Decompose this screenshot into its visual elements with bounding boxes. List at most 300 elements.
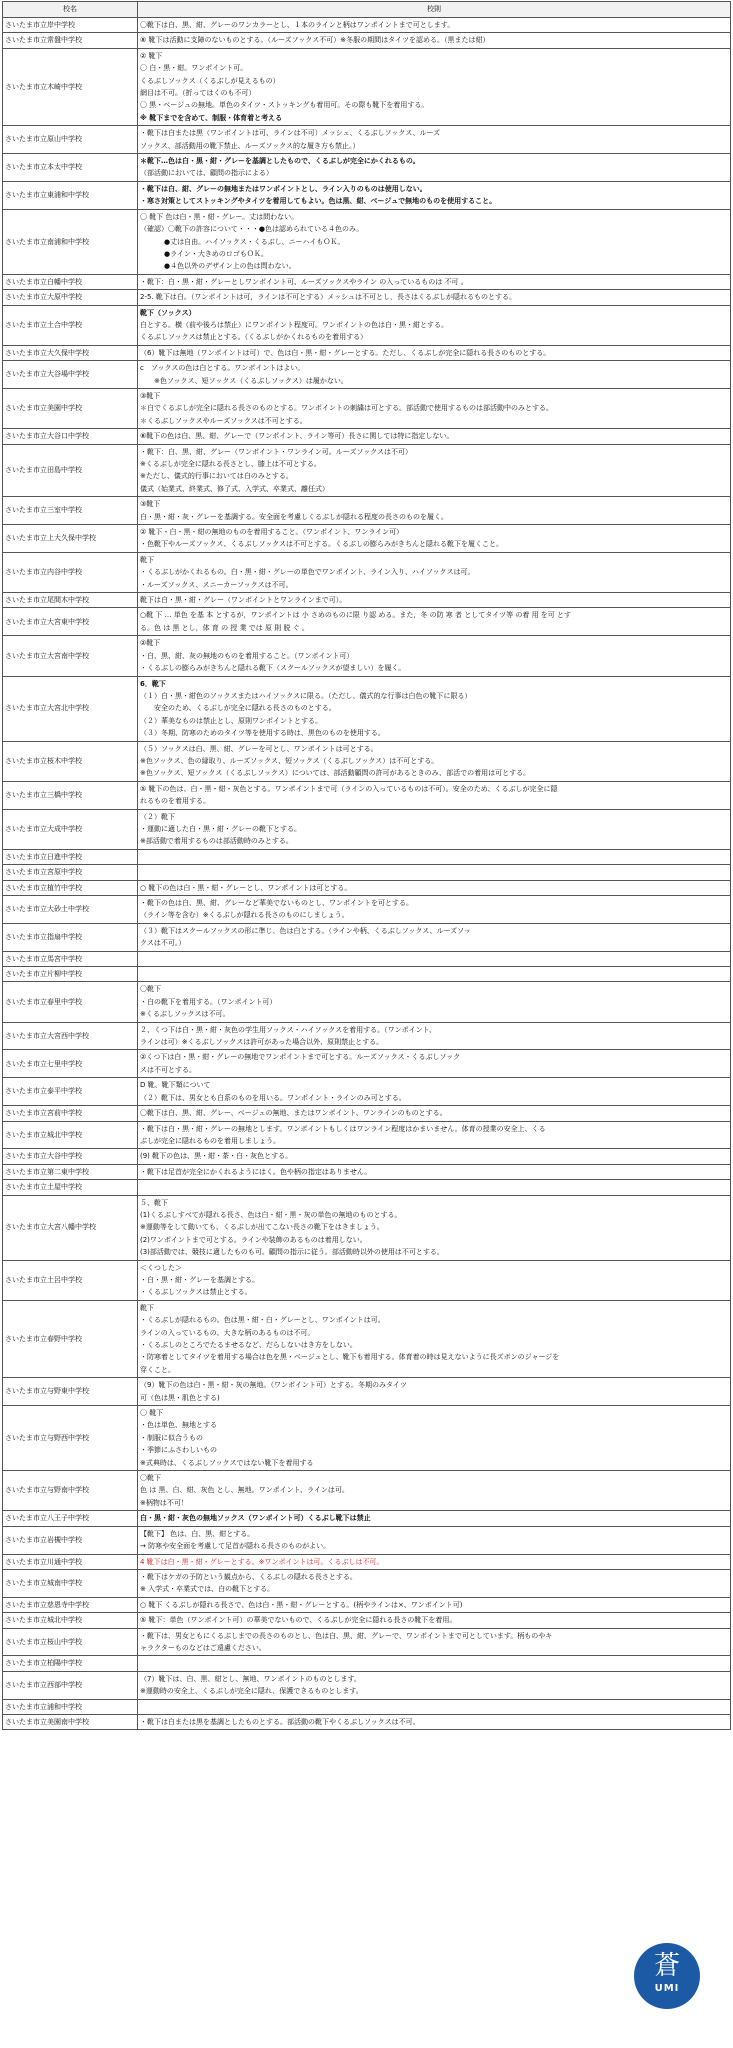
rule-cell	[138, 1149, 731, 1164]
rule-line: （9）靴下の色は白・黒・紺・灰の無地。（ワンポイント可）とする。冬期のみタイツ	[140, 1381, 407, 1390]
rule-cell	[138, 497, 731, 525]
school-name: さいたま市立城南中学校	[3, 1569, 138, 1597]
table-row	[3, 608, 731, 636]
rule-cell	[138, 1406, 731, 1471]
school-name: さいたま市立浦和中学校	[3, 1699, 138, 1714]
school-name: さいたま市立与野東中学校	[3, 1378, 138, 1406]
rule-line: 〇靴下は白、黒、紺、グレーのワンカラーとし、１本のラインと柄はワンポイントまで可とします。	[140, 21, 455, 29]
rule-line: 色 は 黒、白、紺、灰色 とし、無地。ワンポイント、ラインは可。	[140, 1486, 349, 1495]
school-name: さいたま市立城北中学校	[3, 1121, 138, 1149]
table-row	[3, 1300, 731, 1377]
rule-line: （２）靴下	[140, 812, 175, 821]
rule-line: ※ 入学式・卒業式では、白の靴下とする。	[140, 1585, 275, 1594]
school-name: さいたま市立大宮八幡中学校	[3, 1195, 138, 1260]
school-name: さいたま市立白幡中学校	[3, 274, 138, 289]
rule-cell	[138, 1526, 731, 1554]
rule-cell	[138, 676, 731, 741]
rule-cell	[138, 525, 731, 553]
table-row	[3, 880, 731, 895]
rule-line: 靴下	[140, 1303, 154, 1312]
rule-line: c ソックスの色は白とする。ワンポイントはよい。	[140, 364, 305, 373]
rule-line: ラインの入っているもの、大きな柄のあるものは不可。	[140, 1328, 315, 1337]
rule-line: (2)ワンポイントまで可とする。ラインや装飾のあるものは着用しない。	[140, 1235, 367, 1244]
rule-line: 靴下（ソックス）	[140, 308, 196, 317]
table-row	[3, 305, 731, 345]
table-row	[3, 1121, 731, 1149]
school-name: さいたま市立美園中学校	[3, 388, 138, 428]
table-row	[3, 1022, 731, 1050]
table-row	[3, 1511, 731, 1526]
rule-line	[140, 866, 728, 878]
table-row	[3, 1699, 731, 1714]
table-row	[3, 1597, 731, 1612]
rule-line: ＊靴下…色は白・黒・紺・グレーを基調としたもので、くるぶしが完全にかくれるもの。	[140, 157, 420, 166]
rule-line: ・くるぶしの膨らみがきちんと隠れる靴下（スクールソックスが望ましい）を履く。	[140, 664, 406, 673]
table-row	[3, 1078, 731, 1106]
rule-cell	[138, 361, 731, 389]
school-name: さいたま市立内谷中学校	[3, 552, 138, 592]
rule-line: ※くるぶしが完全に隠れる長さとし、膝上は不可とする。	[140, 460, 321, 468]
rule-line	[140, 968, 728, 980]
rule-line: ⑤ 靴下：単色（ワンポイント可）の華美でないもので、くるぶしが完全に隠れる長さの靴下を着用。	[140, 1616, 457, 1625]
school-name: さいたま市立春里中学校	[3, 982, 138, 1022]
table-row	[3, 865, 731, 880]
rule-line: くるぶしソックス（くるぶしが見えるもの）	[140, 76, 280, 85]
school-name: さいたま市立西部中学校	[3, 1671, 138, 1699]
school-name: さいたま市立三橋中学校	[3, 781, 138, 809]
rule-line: ・制服に似合うもの	[140, 1433, 203, 1442]
rule-cell	[138, 154, 731, 182]
rule-cell	[138, 1656, 731, 1671]
school-name: さいたま市立土屋中学校	[3, 1180, 138, 1195]
rule-line: （部活動においては、顧問の指示による）	[140, 169, 273, 178]
rule-line: ⑤ 靴下の色は、白・黒・紺・灰色とする。ワンポイントまで可（ラインの入っているものは不可）。安全のため、くるぶしが完全に隠	[140, 784, 558, 793]
rule-cell	[138, 1714, 731, 1729]
rule-line: 安全のため、くるぶしが完全に隠れる長さのものとする。	[154, 704, 336, 713]
rule-line: ② 靴下・白・黒・紺の無地のものを着用すること。（ワンポイント、ワンライン可）	[140, 528, 404, 537]
rule-cell	[138, 126, 731, 154]
rule-cell	[138, 209, 731, 274]
rule-cell	[138, 1511, 731, 1526]
rule-line	[140, 1701, 728, 1713]
school-name: さいたま市立常盤中学校	[3, 33, 138, 48]
rule-line	[140, 953, 728, 965]
school-name: さいたま市立片柳中学校	[3, 967, 138, 982]
rule-line: ・くるぶしが隠れるもの。色は黒・紺・白・グレーとし、ワンポイントは可。	[140, 1316, 385, 1325]
rule-line: ・白の靴下を着用する。（ワンポイント可）	[140, 997, 277, 1006]
rule-line: ・靴下は白、紺、グレーの無地またはワンポイントとし、ライン入りのものは使用しない。	[140, 184, 427, 193]
rule-cell	[138, 781, 731, 809]
table-row	[3, 345, 731, 360]
table-row	[3, 896, 731, 924]
rule-cell	[138, 388, 731, 428]
school-name: さいたま市立大宮南中学校	[3, 636, 138, 676]
rule-line: 穿くこと。	[140, 1365, 175, 1374]
table-row	[3, 809, 731, 849]
rule-line: ＊白でくるぶしが完全に隠れる長さのものとする。ワンポイントの刺繍は可とする。部活動で使用するものは部活動中のみとする。	[140, 404, 553, 413]
rule-cell	[138, 1260, 731, 1300]
rule-line: ・白・黒・紺・グレーを基調とする。	[140, 1275, 259, 1284]
table-row	[3, 1613, 731, 1628]
rule-line: ●ライン・大きめのロゴもＯＫ。	[164, 249, 268, 258]
rule-cell	[138, 1699, 731, 1714]
rule-line: （３）冬期、防寒のためのタイツ等を使用する時は、黒色のものを使用する。	[140, 729, 385, 738]
rule-cell	[138, 444, 731, 497]
table-row	[3, 1050, 731, 1078]
rule-cell	[138, 865, 731, 880]
rule-line: → 防寒や安全面を考慮して足首が隠れる長さのものがよい。	[140, 1542, 331, 1551]
rule-line: ャラクターものなどはご遠慮ください。	[140, 1643, 266, 1652]
school-name: さいたま市立三室中学校	[3, 497, 138, 525]
school-name: さいたま市立与野南中学校	[3, 1471, 138, 1511]
table-row	[3, 33, 731, 48]
school-name: さいたま市立大谷場中学校	[3, 361, 138, 389]
rule-line: ●４色以外のデザイン上の色は問わない。	[164, 262, 296, 271]
rule-cell	[138, 982, 731, 1022]
school-name: さいたま市立日進中学校	[3, 849, 138, 864]
school-name: さいたま市立大宮北中学校	[3, 676, 138, 741]
rule-line: 〇 靴下 色は白・黒・紺・グレー。丈は問わない。	[140, 212, 299, 221]
school-name: さいたま市立与野西中学校	[3, 1406, 138, 1471]
rule-line: (1)くるぶしすべてが隠れる長さ、色は白・紺・黒・灰の単色の無地のものとする。	[140, 1210, 402, 1219]
rule-cell	[138, 849, 731, 864]
table-row	[3, 781, 731, 809]
table-row	[3, 388, 731, 428]
school-name: さいたま市立東浦和中学校	[3, 181, 138, 209]
rule-line: 〇靴下	[140, 985, 161, 994]
rule-line: ・靴下は、男女ともにくるぶしまでの長さのものとし、色は白、黒、紺、グレーで、ワンポイントまで可としています。柄ものやキ	[140, 1631, 553, 1640]
school-name: さいたま市立岸中学校	[3, 18, 138, 33]
table-row	[3, 1526, 731, 1554]
rule-line: ＊くるぶしソックスやルーズソックスは不可とする。	[140, 416, 307, 425]
rule-line: 白・黒・紺・灰・グレーを基調する。安全面を考慮しくるぶしが隠れる程度の長さのものを履く。	[140, 512, 448, 521]
rule-cell	[138, 896, 731, 924]
school-name: さいたま市立本太中学校	[3, 154, 138, 182]
header-rule: 校則	[138, 2, 731, 18]
rule-line: ソックス、部活動用の靴下禁止、ルーズソックス的な履き方も禁止。）	[140, 141, 360, 150]
table-row	[3, 181, 731, 209]
rule-cell	[138, 1471, 731, 1511]
school-name: さいたま市立柏陽中学校	[3, 1656, 138, 1671]
school-name: さいたま市立桜木中学校	[3, 741, 138, 781]
table-row	[3, 741, 731, 781]
rule-line: ・靴下：白、黒、紺、グレー（ワンポイント・ワンライン可。ルーズソックスは不可）	[140, 447, 413, 456]
rule-cell	[138, 1300, 731, 1377]
school-name: さいたま市立尾間木中学校	[3, 593, 138, 608]
table-row	[3, 1149, 731, 1164]
rule-cell	[138, 951, 731, 966]
table-row	[3, 209, 731, 274]
table-row	[3, 1656, 731, 1671]
rule-cell	[138, 593, 731, 608]
table-row	[3, 1554, 731, 1569]
table-row	[3, 274, 731, 289]
school-name: さいたま市立大宮西中学校	[3, 1022, 138, 1050]
rule-line: （7）靴下は、白、黒、紺とし、無地、ワンポイントのものとします。	[140, 1674, 361, 1683]
umi-logo	[634, 1943, 700, 2009]
rule-line: ※式典時は、くるぶしソックスではない靴下を着用する	[140, 1458, 314, 1467]
school-name: さいたま市立大原中学校	[3, 290, 138, 305]
rule-line: ぶしが完全に隠れるものを着用しましょう。	[140, 1136, 280, 1145]
rule-cell	[138, 33, 731, 48]
rule-line: ※部活動で着用するものは部活動時のみとする。	[140, 837, 293, 846]
table-body	[3, 18, 731, 1730]
school-name: さいたま市立桜山中学校	[3, 1628, 138, 1656]
rule-line: ②くつ下は白・黒・紺・グレーの無地でワンポイントまで可とする。ルーズソックス・くるぶしソック	[140, 1053, 461, 1062]
rule-line: ⑧ 靴下は活動に支障のないものとする。（ルーズソックス不可）※冬服の期間はタイツを認める。（黒または紺）	[140, 36, 490, 45]
school-name: さいたま市立八王子中学校	[3, 1511, 138, 1526]
school-name: さいたま市立泰平中学校	[3, 1078, 138, 1106]
rule-line: ※色ソックス、短ソックス（くるぶしソックス）については、部活動顧問の許可があるときのみ、部活での着用は可とする。	[140, 769, 531, 778]
table-row	[3, 1164, 731, 1179]
table-row	[3, 676, 731, 741]
rule-cell	[138, 636, 731, 676]
table-row	[3, 126, 731, 154]
table-row	[3, 1406, 731, 1471]
rule-cell	[138, 741, 731, 781]
rule-cell	[138, 1050, 731, 1078]
rule-line: ※ただし、儀式的行事においては白のみとする。	[140, 472, 293, 481]
rule-line: ５、靴下	[140, 1198, 168, 1207]
rule-line: スは不可とする。	[140, 1065, 196, 1074]
rule-line: ・季節にふさわしいもの	[140, 1446, 217, 1455]
table-row	[3, 361, 731, 389]
rule-line: くるぶしソックスは禁止とする。（くるぶしがかくれるものを着用する）	[140, 333, 368, 342]
rule-line: （１）白・黒・紺色のソックスまたはハイソックスに限る。（ただし、儀式的な行事は白色の靴下に限る）	[140, 691, 472, 700]
table-row	[3, 636, 731, 676]
rule-line: ○靴 下 … 単色 を基 本 とするが，ワンポイントは 小 さめのものに限 り認 める。また，冬 の防 寒 者 としてタイツ等 の着 用 を可 とす	[140, 611, 572, 620]
rule-line: (3)部活動では、競技に適したものも可。顧問の指示に従う。部活動時以外の使用は不可とする。	[140, 1248, 444, 1257]
rule-cell	[138, 1597, 731, 1612]
rule-line: 6．靴下	[140, 679, 166, 688]
rule-cell	[138, 967, 731, 982]
rule-line: ラインは可）※くるぶしソックスは許可があった場合以外、原則禁止とする。	[140, 1038, 384, 1047]
rule-line: 【靴下】 色は、白、黒、紺とする。	[140, 1529, 255, 1538]
rule-line: ※柄物は不可！	[140, 1498, 188, 1507]
rule-line: (9) 靴下の色は、黒・紺・茶・白・灰色とする。	[140, 1152, 293, 1161]
rule-line: ・靴下はケガの予防という観点から、くるぶしの隠れる長さとする。	[140, 1572, 357, 1581]
rule-line: ・運動に適した白・黒・紺・グレーの靴下とする。	[140, 824, 301, 833]
school-name: さいたま市立大谷口中学校	[3, 429, 138, 444]
school-name: さいたま市立馬宮中学校	[3, 951, 138, 966]
rule-line	[140, 851, 728, 863]
table-row	[3, 18, 731, 33]
table-row	[3, 1260, 731, 1300]
rule-line: ②靴下	[140, 639, 161, 648]
logo-kanji: 蒼	[653, 1951, 680, 1981]
school-name: さいたま市立宮原中学校	[3, 865, 138, 880]
rule-cell	[138, 608, 731, 636]
rule-line: （6）靴下は無地（ワンポイントは可）で、色は白・黒・紺・グレーとする。ただし、くるぶしが完全に隠れる長さのものとする。	[140, 348, 551, 357]
rule-line: ・くるぶしがかくれるもの。白・黒・紺・グレーの単色でワンポイント、ライン入り、ハイソックスは可。	[140, 568, 475, 577]
rule-line: ※色ソックス、色の縁取り、ルーズソックス、短ソックス（くるぶしソックス）は不可とする。	[140, 756, 439, 765]
table-row	[3, 290, 731, 305]
rule-line: ※色ソックス、短ソックス（くるぶしソックス）は履かない。	[154, 376, 348, 385]
rule-line: ・防寒着としてタイツを着用する場合は色を黒・ベージュとし、靴下も着用する。体育着の時は見えないように長ズボンのジャージを	[140, 1353, 560, 1362]
school-name: さいたま市立原山中学校	[3, 126, 138, 154]
rule-line: ・くるぶしのところでたるませるなど、だらしないはき方をしない。	[140, 1341, 357, 1349]
school-name: さいたま市立宮前中学校	[3, 1106, 138, 1121]
school-name: さいたま市立大成中学校	[3, 809, 138, 849]
rule-line: ② 靴下	[140, 51, 163, 60]
rule-cell	[138, 1569, 731, 1597]
school-name: さいたま市立大宮東中学校	[3, 608, 138, 636]
rule-cell	[138, 181, 731, 209]
school-name: さいたま市立美園南中学校	[3, 1714, 138, 1729]
school-name: さいたま市立第二東中学校	[3, 1164, 138, 1179]
school-name: さいたま市立大谷中学校	[3, 1149, 138, 1164]
rule-cell	[138, 552, 731, 592]
rule-line: ③靴下	[140, 500, 161, 509]
table-row	[3, 1471, 731, 1511]
rule-line: 2-5. 靴下は白。（ワンポイントは可，ラインは不可とする）メッシュは不可とし，長さはくるぶしが隠れるものとする。	[140, 293, 517, 302]
rule-line: 可（色は黒・肌色とする)	[140, 1393, 220, 1402]
school-name: さいたま市立七里中学校	[3, 1050, 138, 1078]
rule-line: （ライン等を含む）※くるぶしが隠れる長さのものにしましょう。	[140, 911, 349, 920]
rule-cell	[138, 809, 731, 849]
rule-cell	[138, 1613, 731, 1628]
rule-line: ※くるぶしソックスは不可。	[140, 1010, 230, 1019]
table-row	[3, 1671, 731, 1699]
school-name: さいたま市立慈恩寺中学校	[3, 1597, 138, 1612]
rule-line: ※ 靴下までを含めて、制服・体育着と考える	[140, 113, 283, 122]
table-row	[3, 1180, 731, 1195]
rule-cell	[138, 1106, 731, 1121]
rule-line: る。色 は 黒 とし，体 育 の 授 業 では 原 則 脱 ぐ 。	[140, 623, 309, 632]
rule-line: ●丈は自由。ハイソックス・くるぶし、ニーハイもＯＫ。	[164, 237, 345, 246]
rule-cell	[138, 305, 731, 345]
rule-cell	[138, 274, 731, 289]
school-name: さいたま市立田島中学校	[3, 444, 138, 497]
rule-line: 〇 黒・ベージュの無地。単色のタイツ・ストッキングも着用可。その際も靴下を着用する。	[140, 101, 429, 110]
rule-line: ・白、黒、紺、灰の無地のものを着用すること。（ワンポイント可）	[140, 651, 354, 660]
rule-line: ※運動時の安全上、くるぶしが完全に隠れ、保護できるものとします。	[140, 1687, 363, 1696]
table-row	[3, 154, 731, 182]
rule-line: ※運動等をして動いても、くるぶしが出てこない長さの靴下をはきましょう。	[140, 1223, 384, 1232]
table-row	[3, 1628, 731, 1656]
rule-line: 靴下	[140, 555, 154, 564]
rule-cell	[138, 923, 731, 951]
school-name: さいたま市立指扇中学校	[3, 923, 138, 951]
rule-line	[140, 1657, 728, 1669]
school-name: さいたま市立城北中学校	[3, 1613, 138, 1628]
rule-line: ・色靴下やルーズソックス、くるぶしソックスは不可とする。くるぶしの膨らみがきちんと隠れる靴下を履くこと。	[140, 540, 504, 549]
rule-cell	[138, 1078, 731, 1106]
rule-cell	[138, 1164, 731, 1179]
rule-cell	[138, 1180, 731, 1195]
school-name: さいたま市立植竹中学校	[3, 880, 138, 895]
rule-line: （２）華美なものは禁止とし、原則ワンポイントとする。	[140, 716, 322, 725]
rule-line: ・靴下の色は白、黒、紺、グレーなど華美でないものとし、ワンポイントを可とする。	[140, 899, 413, 907]
rule-cell	[138, 1378, 731, 1406]
rule-cell	[138, 1554, 731, 1569]
rule-line: （３）靴下はスクールソックスの形に準じ、色は白とする。（ラインや柄、くるぶしソックス、ルーズソッ	[140, 926, 471, 935]
rule-line: クスは不可。）	[140, 939, 186, 948]
table-row	[3, 1569, 731, 1597]
table-row	[3, 1378, 731, 1406]
rule-line	[140, 1181, 728, 1193]
rule-line: 〇 靴下	[140, 1409, 164, 1418]
table-row	[3, 982, 731, 1022]
rule-cell	[138, 1195, 731, 1260]
rule-line: 〇靴下は白、黒、紺、グレー、ベージュの無地、またはワンポイント、ワンラインのものとする。	[140, 1109, 447, 1118]
rule-line: れるものを着用する。	[140, 797, 210, 806]
rule-line: ・ルーズソックス、スニーカーソックスは不可。	[140, 580, 293, 589]
rule-line: ・靴下：白・黒・紺・グレーとしワンポイント可、ルーズソックスやライン の入っているものは 不可 。	[140, 277, 468, 286]
table-row	[3, 1195, 731, 1260]
rule-line: ・靴下は白または黒（ワンポイントは可、ラインは不可）メッシュ、くるぶしソックス、ルーズ	[140, 129, 441, 138]
rule-line: 〇 白・黒・紺。ワンポイント可。	[140, 64, 248, 73]
rule-line: ２、くつ下は白・黒・紺・灰色の学生用ソックス・ハイソックスを着用する。（ワンポイント、	[140, 1025, 437, 1034]
table-row	[3, 593, 731, 608]
rule-cell	[138, 48, 731, 125]
school-name: さいたま市立春野中学校	[3, 1300, 138, 1377]
rule-line: ＜くつした＞	[140, 1263, 182, 1272]
school-name: さいたま市立大久保中学校	[3, 345, 138, 360]
rule-line: ・靴下は白または黒を基調としたものとする。部活動の靴下やくるぶしソックスは不可。	[140, 1717, 420, 1726]
rule-cell	[138, 1671, 731, 1699]
table-row	[3, 849, 731, 864]
logo-text: UMI	[654, 1983, 680, 1994]
school-name: さいたま市立土合中学校	[3, 305, 138, 345]
school-name: さいたま市立土呂中学校	[3, 1260, 138, 1300]
rule-cell	[138, 18, 731, 33]
rule-cell	[138, 1628, 731, 1656]
school-name: さいたま市立岩槻中学校	[3, 1526, 138, 1554]
table-row	[3, 525, 731, 553]
rule-line: D 靴、靴下類について	[140, 1081, 211, 1090]
rule-line: 儀式（始業式、終業式、修了式、入学式、卒業式、離任式）	[140, 484, 329, 493]
rule-line: ○ 靴下 くるぶしが隠れる長さで、色は白・黒・紺・グレーとする。(柄やラインは×、ワンポイント可)	[140, 1600, 463, 1609]
rule-line: ・寒さ対策としてストッキングやタイツを着用してもよい。色は黒、紺、ベージュで無地のものを使用すること。	[140, 197, 497, 206]
table-row	[3, 552, 731, 592]
rule-cell	[138, 345, 731, 360]
rule-line: 〇靴下	[140, 1474, 161, 1483]
rule-cell	[138, 880, 731, 895]
rule-line: ・靴下は白・黒・紺・グレーの無地とします。ワンポイントもしくはワンライン程度はかまいません。体育の授業の安全上、くる	[140, 1124, 546, 1133]
rule-line: ・色は単色、無地とする	[140, 1421, 217, 1430]
rule-line: ・靴下は足首が完全にかくれるようにはく。色や柄の指定はありません。	[140, 1167, 372, 1176]
rule-cell	[138, 290, 731, 305]
school-name: さいたま市立木崎中学校	[3, 48, 138, 125]
table-row	[3, 923, 731, 951]
table-row	[3, 429, 731, 444]
rule-line: ○ 靴下の色は白・黒・紺・グレーとし、ワンポイントは可とする。	[140, 883, 352, 892]
table-row	[3, 1714, 731, 1729]
rule-line: 4 靴下は白・黒・紺・グレーとする。※ワンポイントは可。くるぶしは不可。	[140, 1557, 384, 1566]
school-name: さいたま市立川通中学校	[3, 1554, 138, 1569]
rule-line: 白・黒・紺・灰色の無地ソックス（ワンポイント可）くるぶし靴下は禁止	[140, 1514, 371, 1523]
rule-line: 白とする。横（前や後ろは禁止）にワンポイント程度可。ワンポイントの色は白・黒・紺とする。	[140, 320, 448, 329]
rule-line: （２）靴下は、男女とも白系のものを用いる。ワンポイント・ラインのみ可とする。	[140, 1093, 406, 1102]
school-name: さいたま市立南浦和中学校	[3, 209, 138, 274]
table-row	[3, 48, 731, 125]
rule-line: 靴下は白・黒・紺・グレー（ワンポイントとワンラインまで可）。	[140, 596, 347, 605]
rule-cell	[138, 1022, 731, 1050]
rule-line: 網目は不可。（折ってはくのも不可）	[140, 89, 256, 98]
rule-line: ③靴下	[140, 391, 161, 400]
school-name: さいたま市立上大久保中学校	[3, 525, 138, 553]
rule-cell	[138, 429, 731, 444]
rule-line: ・くるぶしソックスは禁止とする。	[140, 1288, 252, 1297]
rule-line: （確認）〇靴下の許容について・・・●色は認められている４色のみ。	[140, 225, 364, 234]
rule-line: ⑧靴下の色は白、黒、紺、グレーで（ワンポイント、ライン等可）長さに関しては特に指定しない。	[140, 432, 454, 441]
school-name: さいたま市立大砂土中学校	[3, 896, 138, 924]
table-row	[3, 1106, 731, 1121]
rules-table	[2, 1, 731, 1730]
rule-cell	[138, 1121, 731, 1149]
header-row	[3, 2, 731, 18]
